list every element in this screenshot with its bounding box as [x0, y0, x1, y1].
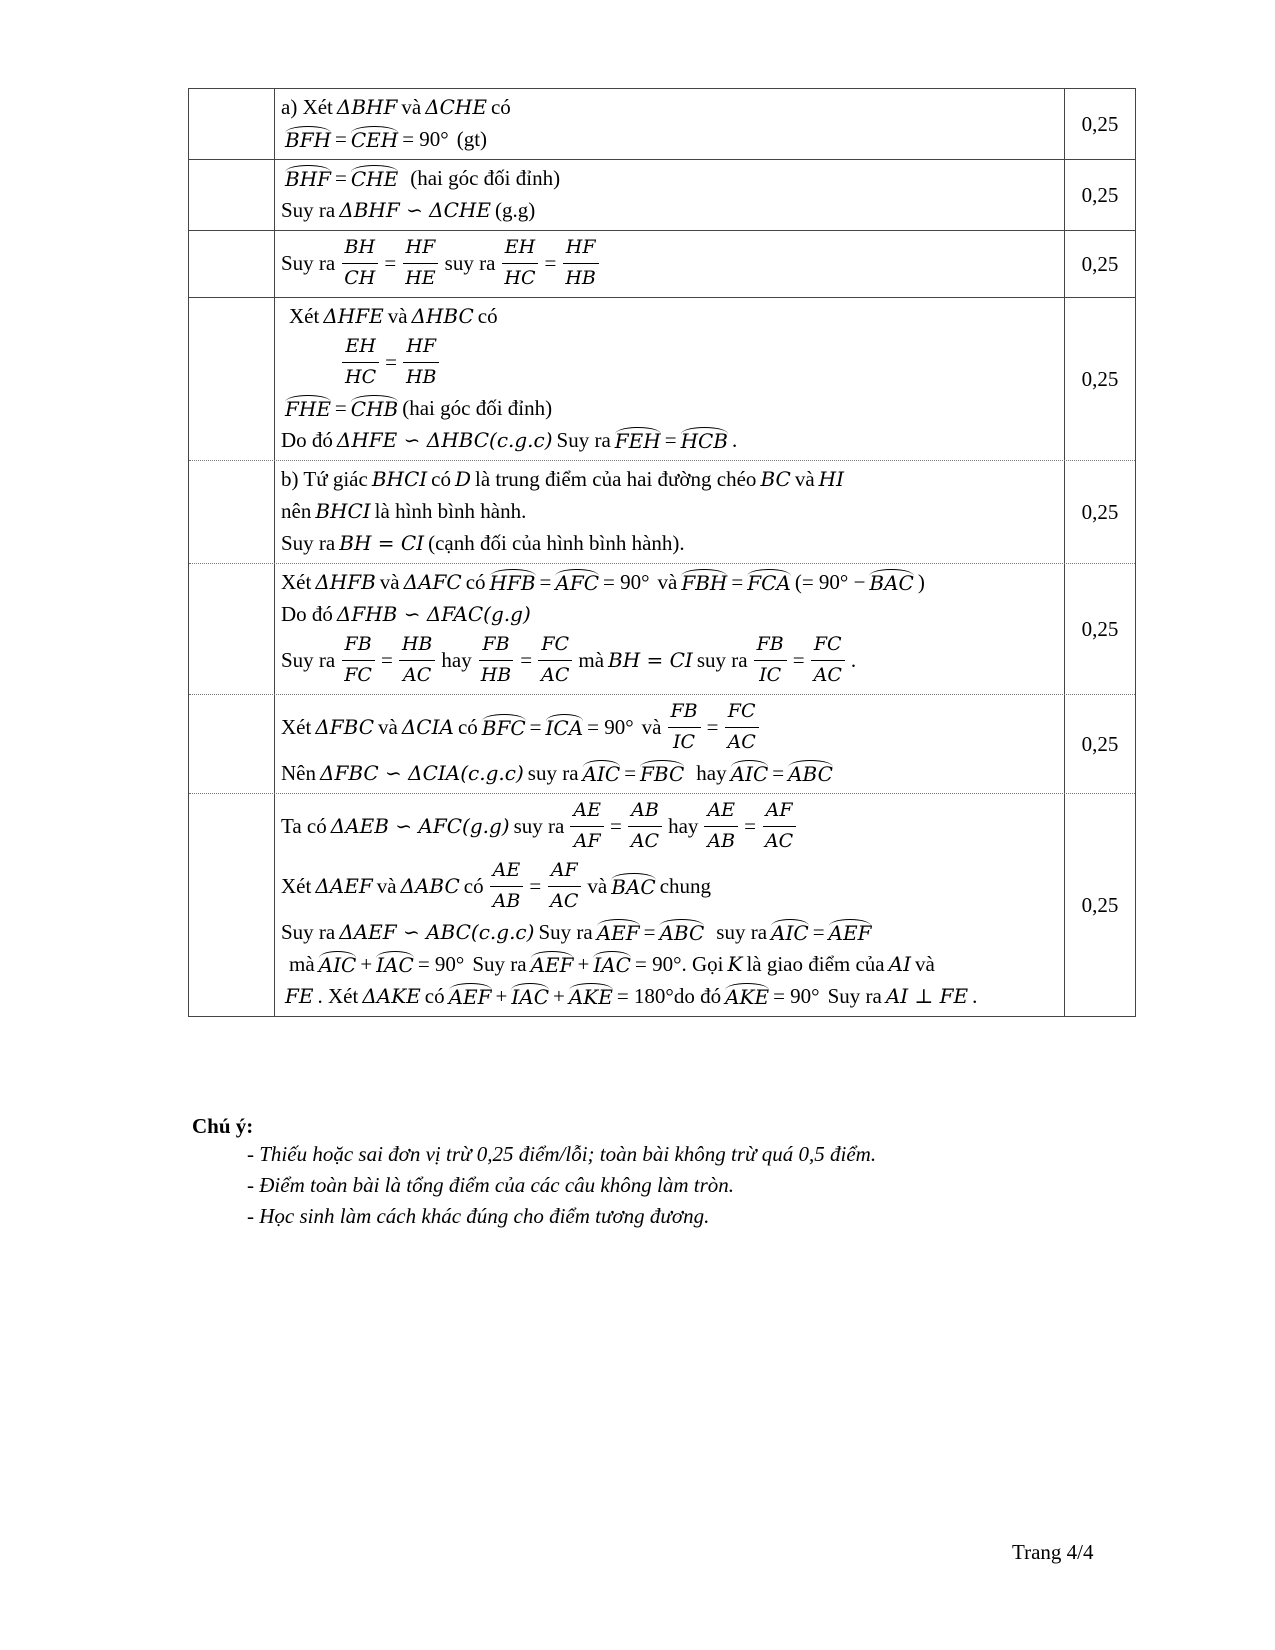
note-item: - Điểm toàn bài là tổng điểm của các câu không làm tròn.	[247, 1173, 734, 1197]
table-row	[189, 694, 1135, 793]
solution-cell: a) Xét ΔBHF và ΔCHE có BFH = CEH = 90° (gt)	[275, 89, 1065, 159]
score-cell: 0,25	[1081, 182, 1119, 207]
solution-cell: BHF = CHE (hai góc đối đỉnh) Suy ra ΔBHF ∽ ΔCHE (g.g)	[275, 160, 1065, 230]
table-row	[189, 297, 1135, 460]
score-cell: 0,25	[1081, 366, 1119, 391]
table-row	[189, 793, 1135, 1016]
note-item: - Thiếu hoặc sai đơn vị trừ 0,25 điểm/lỗi; toàn bài không trừ quá 0,5 điểm.	[247, 1142, 877, 1166]
question-cell	[189, 298, 275, 460]
table-row	[189, 460, 1135, 563]
score-cell: 0,25	[1081, 892, 1119, 917]
notes-section	[192, 1114, 1092, 1232]
score-cell: 0,25	[1081, 731, 1119, 756]
score-cell: 0,25	[1081, 111, 1119, 136]
notes-title: Chú ý:	[192, 1114, 254, 1138]
question-cell	[189, 160, 275, 230]
question-cell	[189, 461, 275, 563]
solution-cell: Suy ra $\frac{BH}{CH}$ = $\frac{HF}{HE}$ suy ra $\frac{EH}{HC}$ = $\frac{HF}{HB}$	[275, 231, 1065, 297]
table-row	[189, 563, 1135, 694]
solution-cell: Xét ΔHFE và ΔHBC có $\frac{EH}{HC}$ = $\frac{HF}{HB}$ FHE = CHB (hai góc đối đỉnh) Do đó ΔHFE ∽ ΔHBC(c.g.c) Suy ra FEH = HCB .	[275, 298, 1065, 460]
solution-cell: Ta có ΔAEB ∽ AFC(g.g) suy ra $\frac{AE}{AF}$ = $\frac{AB}{AC}$ hay $\frac{AE}{AB}$ = $\frac{AF}{AC}$ Xét ΔAEF và ΔABC có $\frac{AE}{AB}$ = $\frac{AF}{AC}$ và BAC chung Suy ra ΔAEF ∽ ABC(c.g.c) Suy ra AEF = ABC suy ra AIC = AEF mà AIC + IAC = 90° Suy ra AEF + IAC = 90° . Gọi K là giao điểm của AI và FE . Xét ΔAKE có AEF + IAC + AKE = 180° do đó AKE = 90° Suy ra AI ⊥ FE .	[275, 794, 1065, 1016]
score-cell: 0,25	[1081, 616, 1119, 641]
score-cell: 0,25	[1081, 499, 1119, 524]
solution-cell: Xét ΔHFB và ΔAFC có HFB = AFC = 90° và FBH = FCA (= 90° − BAC ) Do đó ΔFHB ∽ ΔFAC(g.g) Suy ra $\frac{FB}{FC}$ = $\frac{HB}{AC}$ hay $\frac{FB}{HB}$ = $\frac{FC}{AC}$ mà BH = CI suy ra $\frac{FB}{IC}$ = $\frac{FC}{AC}$ .	[275, 564, 1065, 694]
table-row	[189, 159, 1135, 230]
question-cell	[189, 695, 275, 793]
solution-cell: Xét ΔFBC và ΔCIA có BFC = ICA = 90° và $\frac{FB}{IC}$ = $\frac{FC}{AC}$ Nên ΔFBC ∽ ΔCIA(c.g.c) suy ra AIC = FBC hay AIC = ABC	[275, 695, 1065, 793]
note-item: - Học sinh làm cách khác đúng cho điểm tương đương.	[247, 1204, 710, 1228]
question-cell	[189, 231, 275, 297]
question-cell	[189, 794, 275, 1016]
question-cell	[189, 564, 275, 694]
table-row	[189, 230, 1135, 297]
page-number: Trang 4/4	[1012, 1540, 1094, 1564]
question-cell	[189, 89, 275, 159]
solution-cell: b) Tứ giác BHCI có D là trung điểm của hai đường chéo BC và HI nên BHCI là hình bình hành. Suy ra BH = CI (cạnh đối của hình bình hành).	[275, 461, 1065, 563]
score-cell: 0,25	[1081, 251, 1119, 276]
answer-table	[188, 88, 1136, 1017]
table-row	[189, 89, 1135, 159]
